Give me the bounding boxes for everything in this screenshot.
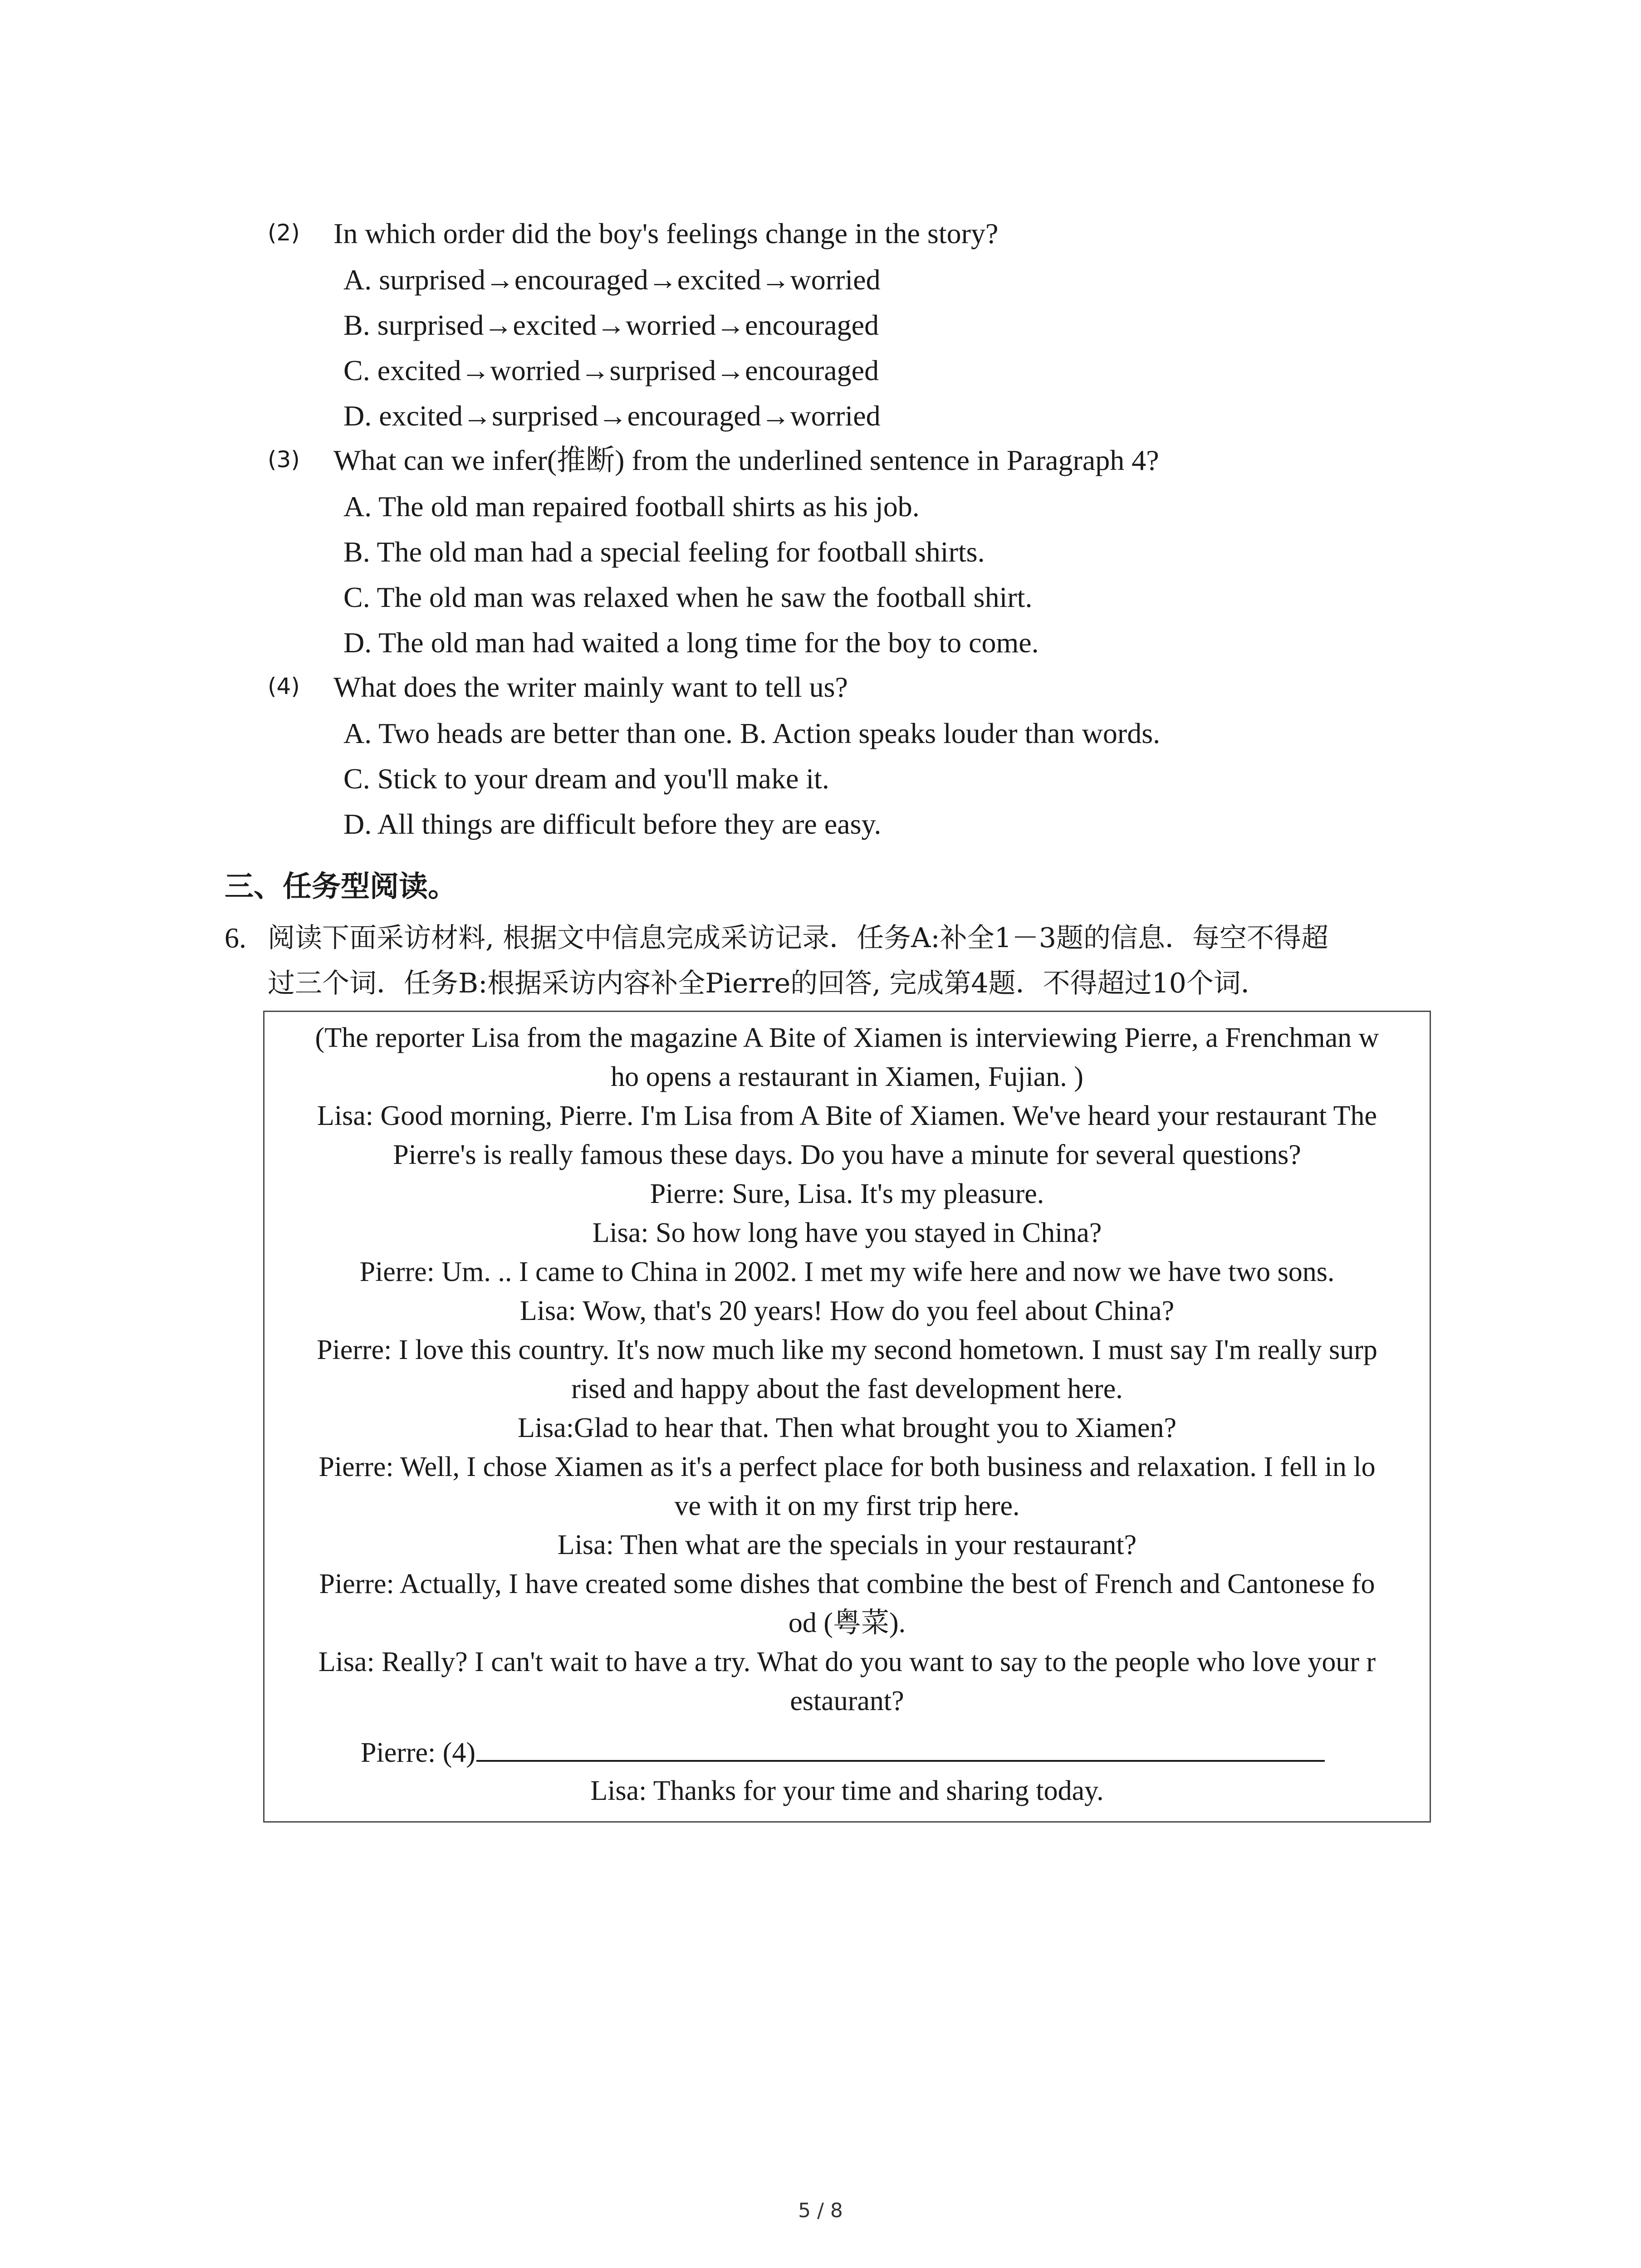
dialogue-line: Lisa: Really? I can't wait to have a try. What do you want to say to the people who love your r [318, 1647, 1376, 1677]
answer-option: A. The old man repaired football shirts as his job. [343, 490, 920, 523]
answer-option: C. excited→worried→surprised→encouraged [343, 354, 879, 386]
answer-option: A. surprised→encouraged→excited→worried [343, 264, 881, 296]
question-stem: In which order did the boy's feelings change in the story? [333, 217, 999, 249]
question-stem: What does the writer mainly want to tell us? [333, 671, 848, 703]
dialogue-line: (The reporter Lisa from the magazine A Bite of Xiamen is interviewing Pierre, a Frenchman w [315, 1022, 1379, 1053]
dialogue-line: Pierre: Um. .. I came to China in 2002. I met my wife here and now we have two sons. [359, 1256, 1335, 1287]
question-number: (3) [268, 446, 300, 473]
dialogue-line: Lisa: Then what are the specials in your restaurant? [557, 1530, 1137, 1560]
answer-blank-line[interactable] [476, 1733, 1325, 1762]
answer-option: D. The old man had waited a long time for the boy to come. [343, 626, 1039, 659]
dialogue-line: Lisa:Glad to hear that. Then what brought you to Xiamen? [517, 1413, 1177, 1443]
dialogue-line: Pierre: Well, I chose Xiamen as it's a perfect place for both business and relaxation. I fell in lo [318, 1452, 1376, 1482]
task-instruction-line: 阅读下面采访材料, 根据文中信息完成采访记录．任务A:补全1－3题的信息．每空不得超 [268, 922, 1329, 954]
dialogue-line: ve with it on my first trip here. [674, 1491, 1020, 1521]
dialogue-line: Lisa: Wow, that's 20 years! How do you feel about China? [519, 1295, 1175, 1326]
question-number: (2) [268, 220, 300, 246]
dialogue-line: Pierre: I love this country. It's now much like my second hometown. I must say I'm really surp [317, 1334, 1377, 1365]
question-number: (4) [268, 673, 300, 699]
answer-blank-label: Pierre: (4) [361, 1737, 476, 1768]
answer-option: C. The old man was relaxed when he saw the football shirt. [343, 581, 1033, 613]
dialogue-line: Pierre: Actually, I have created some dishes that combine the best of French and Cantonese fo [319, 1569, 1375, 1599]
task-instruction-line: 过三个词．任务B:根据采访内容补全Pierre的回答, 完成第4题．不得超过10个词． [268, 968, 1268, 999]
page-number: 5 / 8 [798, 2199, 843, 2222]
answer-option: A. Two heads are better than one. B. Action speaks louder than words. [343, 717, 1161, 749]
answer-option: C. Stick to your dream and you'll make it. [343, 763, 829, 795]
task-number: 6. [225, 922, 246, 954]
answer-option: B. The old man had a special feeling for football shirts. [343, 536, 985, 568]
dialogue-line: ho opens a restaurant in Xiamen, Fujian. ) [611, 1061, 1083, 1092]
dialogue-line: Lisa: So how long have you stayed in China? [592, 1217, 1102, 1248]
dialogue-closing-line: Lisa: Thanks for your time and sharing today. [590, 1775, 1104, 1806]
dialogue-line: Pierre: Sure, Lisa. It's my pleasure. [650, 1178, 1044, 1209]
answer-blank-row [361, 1733, 1325, 1772]
answer-option: B. surprised→excited→worried→encouraged [343, 309, 879, 341]
section-title: 三、任务型阅读。 [225, 870, 457, 904]
dialogue-line: rised and happy about the fast development here. [571, 1374, 1123, 1404]
dialogue-line: Pierre's is really famous these days. Do you have a minute for several questions? [393, 1139, 1301, 1170]
dialogue-line: od (粤菜). [788, 1608, 906, 1638]
answer-option: D. All things are difficult before they are easy. [343, 808, 882, 840]
answer-option: D. excited→surprised→encouraged→worried [343, 400, 881, 432]
dialogue-line: estaurant? [790, 1686, 904, 1716]
question-stem: What can we infer(推断) from the underlined sentence in Paragraph 4? [333, 444, 1159, 476]
dialogue-line: Lisa: Good morning, Pierre. I'm Lisa from A Bite of Xiamen. We've heard your restaurant The [317, 1100, 1377, 1131]
